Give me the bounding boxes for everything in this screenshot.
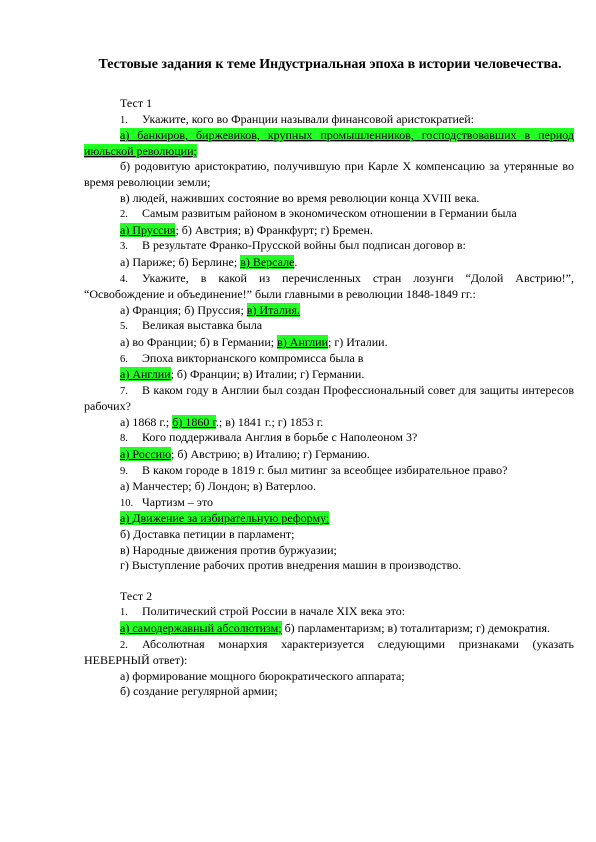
answer-text: а) Париже; б) Берлине;	[120, 254, 241, 269]
question-number: 5.	[120, 321, 128, 333]
answer-line	[84, 159, 574, 190]
answer-line	[84, 669, 574, 685]
answer-text: ; б) Австрию; в) Италию; г) Германию.	[171, 447, 370, 462]
answer-line	[84, 543, 574, 559]
question-text: Политический строй России в начале XIX века это:	[142, 604, 406, 619]
question-number: 4.	[120, 273, 128, 285]
answer-text: б) родовитую аристократию, получившую при Карле X компенсацию за утерянные во время революции земли;	[84, 159, 574, 189]
answer-text: а) 1868 г.;	[120, 414, 173, 429]
question-text: Абсолютная монархия характеризуется следующими признаками (указать НЕВЕРНЫЙ ответ):	[84, 636, 574, 668]
correct-answer: а) самодержавный абсолютизм;	[120, 621, 282, 635]
question	[84, 637, 574, 669]
document-title: Тестовые задания к теме Индустриальная эпоха в истории человечества.	[98, 57, 562, 72]
question-text: Укажите, кого во Франции называли финансовой аристократией:	[142, 111, 474, 126]
correct-answer: а) Пруссия	[120, 222, 176, 237]
answer-line	[84, 558, 574, 574]
correct-answer: а) Англии	[120, 367, 171, 382]
question-number: 9.	[120, 465, 128, 477]
answer-text: а) Франция; б) Пруссия;	[120, 302, 247, 317]
question-text: Укажите, в какой из перечисленных стран лозунги “Долой Австрию!”, “Освобождение и объединение!” были главными в революции 1848-1849 гг.:	[84, 270, 574, 302]
question-text: Кого поддерживала Англия в борьбе с Наполеоном 3?	[142, 430, 418, 445]
question-number: 8.	[120, 433, 128, 445]
correct-answer: б) 1860 г	[172, 414, 216, 429]
answer-text: .; в) 1841 г.; г) 1853 г.	[215, 414, 324, 429]
section-gap	[84, 574, 574, 589]
answer-line	[84, 367, 574, 383]
answer-text: б) создание регулярной армии;	[120, 684, 278, 699]
answer-text: а) Манчестер; б) Лондон; в) Ватерлоо.	[120, 479, 316, 494]
question-text: Самым развитым районом в экономическом отношении в Германии была	[142, 206, 517, 221]
answer-text: в) Народные движения против буржуазии;	[120, 542, 337, 557]
answer-line	[84, 415, 574, 431]
question-number: 10.	[120, 497, 134, 509]
answer-text: в) людей, наживших состояние во время революции конца XVIII века.	[120, 190, 480, 205]
question	[84, 463, 574, 480]
question	[84, 604, 574, 621]
question	[84, 238, 574, 255]
answer-line	[84, 335, 574, 351]
answer-line	[84, 255, 574, 271]
question-text: Чартизм – это	[142, 494, 214, 509]
test-heading: Тест 2	[120, 588, 153, 603]
question	[84, 206, 574, 223]
question	[84, 383, 574, 415]
question-number: 6.	[120, 353, 128, 365]
question-number: 7.	[120, 385, 128, 397]
answer-line	[84, 511, 574, 527]
answer-line	[84, 128, 574, 159]
question-text: В каком году в Англии был создан Профессиональный совет для защиты интересов рабочих?	[84, 382, 574, 414]
answer-text: б) парламентаризм; в) тоталитаризм; г) демократия.	[281, 621, 550, 635]
answer-text: г) Выступление рабочих против внедрения машин в производство.	[120, 558, 462, 573]
answer-line	[84, 479, 574, 495]
question	[84, 112, 574, 129]
answer-text: ; г) Италии.	[328, 334, 388, 349]
question-text: В результате Франко-Прусской войны был подписан договор в:	[142, 238, 466, 253]
answer-line	[84, 527, 574, 543]
answer-text: ; б) Австрия; в) Франкфурт; г) Бремен.	[175, 222, 373, 237]
question-text: Великая выставка была	[142, 318, 263, 333]
question	[84, 318, 574, 335]
correct-answer: в) Италия.	[246, 302, 300, 317]
answer-line	[84, 621, 574, 637]
question-number: 2.	[120, 209, 128, 221]
correct-answer: а) Россию	[120, 447, 172, 462]
question-number: 1.	[120, 114, 128, 126]
document-content	[84, 96, 574, 700]
question-text: Эпоха викторианского компромисса была в	[142, 350, 364, 365]
answer-line	[84, 303, 574, 319]
answer-line	[84, 223, 574, 239]
question	[84, 351, 574, 368]
question-number: 3.	[120, 241, 128, 253]
answer-text: .	[294, 254, 298, 269]
test-heading: Тест 1	[120, 96, 153, 110]
question-number: 1.	[120, 607, 128, 619]
question-text: В каком городе в 1819 г. был митинг за всеобщее избирательное право?	[142, 462, 508, 477]
question	[84, 271, 574, 303]
question	[84, 495, 574, 512]
correct-answer: в) Англии	[277, 334, 329, 349]
answer-line	[84, 191, 574, 207]
answer-text: а) во Франции; б) в Германии;	[120, 334, 278, 349]
answer-line	[84, 684, 574, 700]
correct-answer: а) банкиров, биржевиков, крупных промышленников, господствовавших в период июльской революции;	[84, 128, 574, 158]
question-number: 2.	[120, 639, 128, 651]
answer-line	[84, 447, 574, 463]
correct-answer: в) Версале	[240, 254, 295, 269]
answer-text: а) формирование мощного бюрократического аппарата;	[120, 668, 405, 683]
answer-text: б) Доставка петиции в парламент;	[120, 527, 295, 542]
question	[84, 430, 574, 447]
answer-text: ; б) Франции; в) Италии; г) Германии.	[170, 367, 365, 382]
correct-answer: а) Движение за избирательную реформу;	[120, 511, 330, 526]
